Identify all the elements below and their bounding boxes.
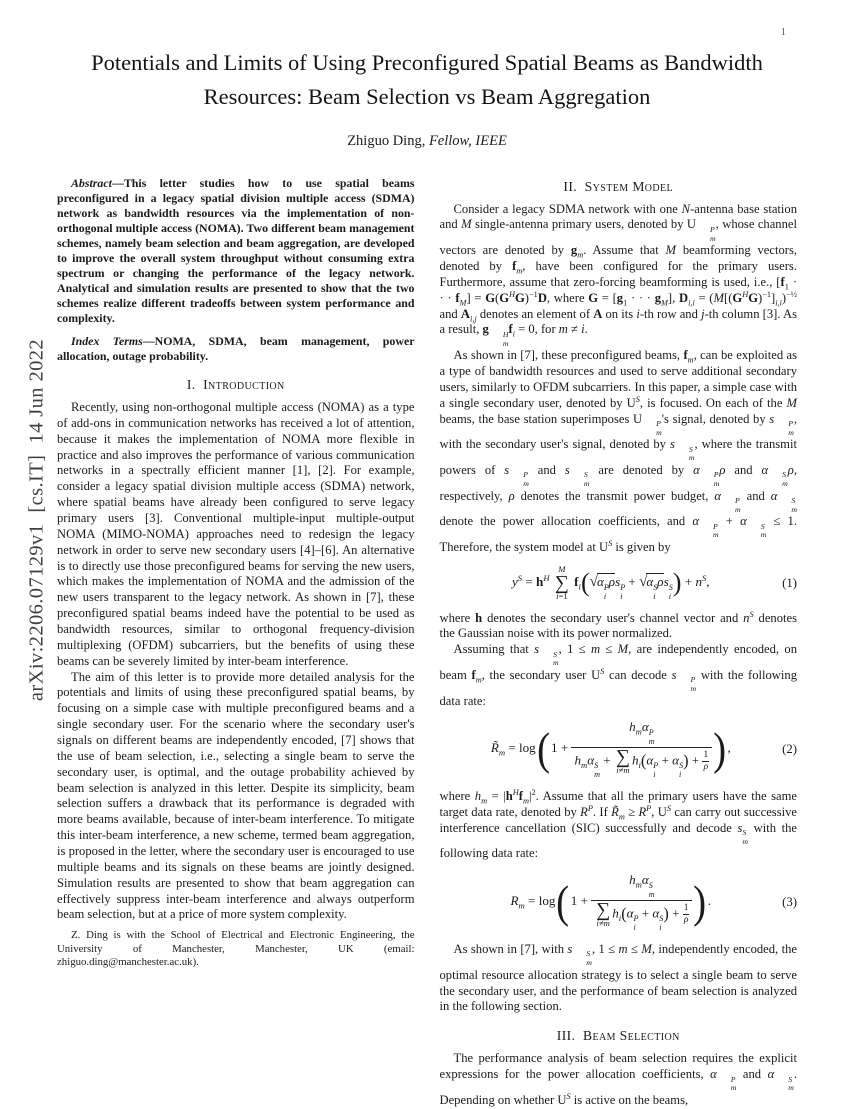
two-column-layout (57, 176, 797, 1109)
system-model-paragraph-2: As shown in [7], these preconfigured beams, $f_m$, can be exploited as a type of bandwidth resources and used to serve additional secondary users, similarly to OFDM subcarriers. In this paper, a simple case with a single secondary user, denoted by $U^S$, is focused. On each of the M beams, the base station superimposes U P m 's signal, denoted by s P m , with the secondary user's signal, denoted by s S m , where the transmit powers of s P m and s S m are denoted by α P m ρ and α S m ρ, respectively, ρ denotes the transmit power budget, α P m and α S m denote the power allocation coefficients, and α P m + α S m ≤ 1. Therefore, the system model at $U^S$ is given by (439, 348, 797, 555)
paper-title: Potentials and Limits of Using Preconfigured Spatial Beams as Bandwidth Resources: Beam Selection vs Beam Aggregation (91, 50, 763, 109)
equation-1 (440, 565, 798, 602)
equation-2 (440, 718, 798, 780)
equation-2-number: (2) (782, 742, 797, 757)
equation-1-number: (1) (782, 576, 797, 591)
abstract-paragraph: Abstract—This letter studies how to use spatial beams preconfigured in a legacy spatial division multiple access (SDMA) network as bandwidth resources via the implementation of non-orthogonal multiple access (NOMA). Two different beam management schemes, namely beam selection and beam aggregation, are developed to improve the overall system throughput without consuming extra spectrum or changing the performance of the legacy network. Analytical and simulation results are presented to show that the two schemes realize different tradeoffs between system performance and complexity. (57, 175, 415, 326)
equation-3-number: (3) (782, 895, 797, 910)
author-line (57, 133, 797, 150)
section-heading-beam-selection: III. Beam Selection (556, 1028, 680, 1044)
system-model-paragraph-1: Consider a legacy SDMA network with one N-antenna base station and M single-antenna primary users, denoted by U P m , whose channel vectors are denoted by $g_m$. Assume that M beamforming vectors, denoted by $f_m$, have been configured for the primary users. Furthermore, assume that zero-forcing beamforming is used, i.e., [$f_1$ · · · $f_M] = G(G^HG)^{-1}D$, where $G = [g_1$ · · · $g_M$], $D_{i,i} = (M[(G^HG)^{-1}]_{i,i})^{-\frac{1}{2}}$ and $A_{i,j}$ denotes an element of A on its i-th row and j-th column [3]. As a result, g H m $f_i = 0$, for m ≠ i. (439, 201, 798, 348)
author-footnote: Z. Ding is with the School of Electrical and Electronic Engineering, the University of Manchester, Manchester, UK (email: zhiguo.ding@manchester.ac.uk). (57, 929, 415, 969)
assumption-paragraph: Assuming that s S m , 1 ≤ m ≤ M, are independently encoded, on beam $f_m$, the secondary user $U^S$ can decode s P m with the following data rate: (439, 642, 797, 708)
section-heading-introduction: I. Introduction (186, 376, 285, 392)
beam-selection-lead-paragraph: As shown in [7], with s S m , 1 ≤ m ≤ M, independently encoded, the optimal resource allocation strategy is to select a single beam to serve the secondary user, and the performance of beam selection is analyzed in the following section. (439, 941, 797, 1014)
intro-paragraph-1: Recently, using non-orthogonal multiple access (NOMA) as a type of add-ons in communication networks has received a lot of attention, because it makes the implementation of NOMA more flexible in practice and also improves the performance of various communication networks in a spectrally efficient manner [1], [2]. For example, consider a legacy spatial division multiple access (SDMA) network, where spatial beams have already been configured to serve legacy primary users [3]. Conventional multiple-input multiple-output NOMA (MIMO-NOMA) approaches need to redesign the legacy network in order to serve new secondary users [4]–[6]. An alternative is to directly use those preconfigured beams for serving the new users, which makes the implementation of NOMA and the admission of the new users transparent to the legacy network. As shown in [7], these preconfigured spatial beams indeed have the potential to be used as bandwidth resources, similar to orthogonal frequency-division multiplexing (OFDM) subcarriers, but the benefits of using these beams can be severely limited by inter-beam interference. (57, 399, 415, 668)
page-number: 1 (780, 26, 786, 38)
page-content (57, 0, 797, 1109)
equation-1-body: $y^S = h^H$ M ∑ i=1 $f_i(√\alpha$ P i ρs P i + √α S i ρs S i ) + $n^S$, (511, 563, 710, 602)
right-column (440, 176, 798, 1109)
author-name: Zhiguo Ding, (347, 132, 429, 149)
left-column (57, 176, 415, 1109)
equation-2-following-paragraph: where $h_m = |h^Hf_m|^2$. Assume that all the primary users have the same target data rate, denoted by $R^P$. If $R̃_m \ge R^P$, $U^S$ can carry out successive interference cancellation (SIC) successfully and decode s S m with the following data rate: (439, 787, 798, 861)
equation-1-following-paragraph: where h denotes the secondary user's channel vector and $n^S$ denotes the Gaussian noise with its power normalized. (439, 609, 797, 641)
arxiv-watermark: arXiv:2206.07129v1 [cs.IT] 14 Jun 2022 (25, 338, 48, 702)
beam-selection-paragraph: The performance analysis of beam selection requires the explicit expressions for the power allocation coefficients, α P m and α S m . Depending on whether $U^S$ is active on the beams, (439, 1051, 797, 1107)
index-terms-paragraph: Index Terms—NOMA, SDMA, beam management, power allocation, outage probability. (57, 333, 415, 363)
author-affiliation: Fellow, IEEE (428, 132, 507, 149)
equation-3 (440, 871, 798, 933)
equation-2-body: $R̃_m = \log(1$ + $h_m\alpha$ P m $h_m\alpha$ S m + ∑ i≠m $h_i(\alpha$ P i + α S i ) + $\frac{1}{\rho}$ ), (490, 719, 731, 780)
equation-3-body: $R_m = \log(1$ + $h_m\alpha$ S m ∑ i≠m $h_i(\alpha$ P i + α S i ) + $\frac{1}{\rho}$ ). (510, 872, 712, 933)
intro-paragraph-2: The aim of this letter is to provide more detailed analysis for the potentials and limits of using these preconfigured spatial beams, by focusing on a simple case with multiple preconfigured beams and a single secondary user. For the scenario where the secondary user's signals on different beams are independently encoded, [7] shows that the use of beam selection, i.e., selecting a single beam to serve the secondary user, is optimal, and the outage probability achieved by beam selection is analyzed in this letter. Despite its simplicity, beam selection suffers a drawback that its performance is degraded with more beams available, because of inter-beam interference. To mitigate this inter-beam interference, a new scheme, termed beam aggregation, is proposed in the letter, where the secondary user is encouraged to use multiple beams and its signals on these beams are jointly designed. Simulation results are presented to show that beam aggregation can effectively suppress inter-beam interference and always outperform beam selection, but at a price of more system complexity. (57, 669, 415, 922)
section-heading-system-model: II. System Model (563, 178, 674, 194)
